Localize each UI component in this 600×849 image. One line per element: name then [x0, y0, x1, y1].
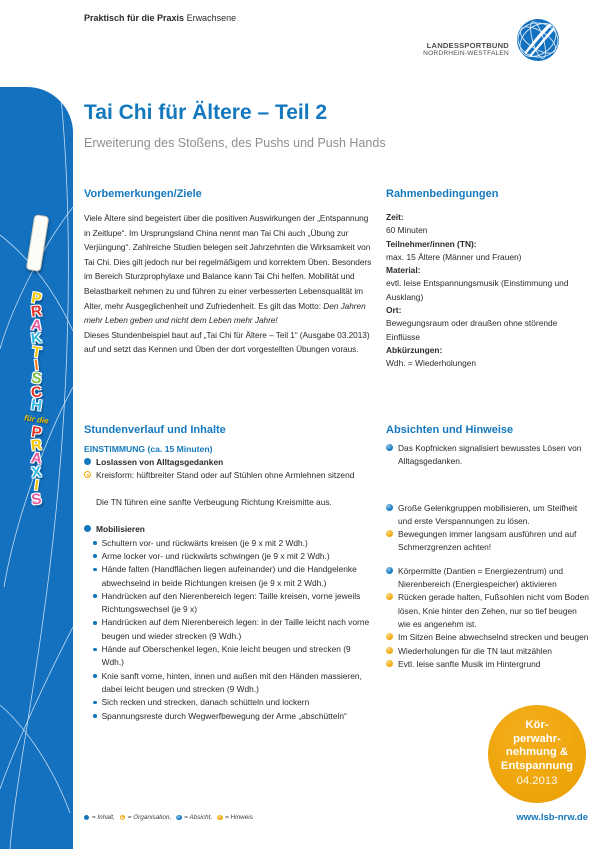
graffiti-letter: P — [30, 289, 43, 308]
graffiti-letter: R — [30, 302, 43, 322]
series-title: Praktisch für die Praxis — [84, 13, 185, 23]
section-rahmenbedingungen — [386, 188, 589, 371]
mobilisieren-list — [84, 537, 374, 723]
rahmenbedingung-label: Ort: — [386, 305, 402, 316]
section-heading: Vorbemerkungen/Ziele — [84, 188, 202, 200]
hint-item — [386, 658, 589, 671]
content-item — [84, 456, 374, 469]
bullet-icon — [93, 648, 97, 652]
hint-text: Rücken gerade halten, Fußsohlen nicht vom Boden lösen, Knie hinter den Zehen, nur so tief beugen wie es angenehm ist. — [398, 592, 589, 629]
legend-item — [120, 814, 171, 821]
rahmenbedingungen-list — [386, 211, 589, 371]
legend-icon — [217, 815, 222, 820]
bullet-icon — [93, 674, 97, 678]
item-type-icon — [84, 458, 91, 465]
hint-item — [386, 565, 589, 592]
exercise-item — [84, 710, 374, 723]
graffiti-letter: H — [29, 396, 44, 415]
praktisch-praxis-graffiti-logo — [0, 289, 73, 509]
series-audience: Erwachsene — [186, 13, 237, 23]
page-title: Tai Chi für Ältere – Teil 2 — [84, 101, 328, 124]
legend-label: = Absicht, — [184, 814, 213, 821]
graffiti-letter: R — [30, 436, 43, 455]
legend-icon — [84, 815, 89, 820]
graffiti-letter: K — [30, 329, 43, 348]
exercise-text: Handrücken auf den Nierenbereich legen: Taille kreisen, vorne jeweils Richtungswechsel (je 9 x) — [101, 590, 361, 615]
page-subtitle: Erweiterung des Stoßens, des Pushs und Push Hands — [84, 136, 386, 150]
hint-item — [386, 631, 589, 644]
exercise-item — [84, 670, 374, 697]
item-type-icon — [386, 567, 393, 574]
graffiti-letter: I — [33, 477, 40, 495]
section-absichten — [386, 424, 589, 671]
exercise-text: Knie sanft vorne, hinten, innen und außen mit den Händen massieren, dabei leicht beugen und strecken (9 Wdh.) — [101, 670, 362, 694]
hint-text: Körpermitte (Dantien = Energiezentrum) und Nierenbereich (Energiespeicher) aktivieren — [398, 565, 564, 590]
exercise-text: Arme locker vor- und rückwärts schwingen (je 9 x mit 2 Wdh.) — [101, 550, 330, 561]
rahmenbedingung-item — [386, 211, 589, 238]
badge-date: 04.2013 — [516, 775, 558, 787]
vorbemerkungen-body: Viele Ältere sind begeistert über die positiven Auswirkungen der „Entspannung in Zeitlupe“. Im Ursprungsland China nennt man Tai Chi auch „Übung zur Verjüngung“. Zahlreiche Studien belegen seit Jahrzehnten die Wirksamkeit von Tai Chi. Dies gilt jedoch nur bei regelmäßigem und korrektem Üben. Besonders im Bereich Sturzprophylaxe und Balance kann Tai Chi helfen. Mobilität und Belastbarkeit nehmen zu und führen zu einer verbesserten Lebensqualität im Alter, mehr Ausgeglichenheit und Zufriedenheit. Es gilt das Motto: — [84, 213, 372, 311]
item-type-icon — [386, 530, 393, 537]
exercise-item — [84, 643, 374, 670]
rahmenbedingung-item — [386, 264, 589, 304]
hint-text: Im Sitzen Beine abwechselnd strecken und beugen — [398, 632, 589, 643]
graffiti-word-praxis — [0, 423, 73, 509]
rahmenbedingung-label: Material: — [386, 265, 421, 276]
hint-text: Wiederholungen für die TN laut mitzählen — [398, 645, 552, 656]
hint-item — [386, 645, 589, 658]
legend-item — [217, 814, 253, 821]
topic-badge — [488, 705, 586, 803]
hint-item — [386, 591, 589, 631]
inhalt-icon — [84, 525, 91, 532]
bullet-icon — [93, 541, 97, 545]
hint-text: Große Gelenkgruppen mobilisieren, um Steifheit und erste Verspannungen zu lösen. — [398, 502, 578, 526]
graffiti-letter: A — [29, 316, 44, 335]
exercise-item — [84, 590, 374, 617]
content-item — [84, 469, 374, 482]
lsb-logo — [423, 18, 560, 67]
rahmenbedingung-label: Zeit: — [386, 212, 404, 222]
legend-label: = Organisation, — [127, 814, 172, 821]
legend-icon — [176, 815, 181, 820]
item-text: Kreisform: hüftbreiter Stand oder auf Stühlen ohne Armlehnen sitzend — [96, 470, 355, 481]
hint-text: Das Kopfnicken signalisiert bewusstes Lösen von Alltagsgedanken. — [398, 443, 582, 467]
bullet-icon — [93, 701, 97, 705]
badge-line: nehmung & — [505, 746, 569, 758]
hint-item — [386, 502, 589, 529]
einstimmung-list — [84, 456, 374, 483]
graffiti-letter: P — [30, 423, 43, 442]
bullet-icon — [93, 714, 97, 718]
item-text: Mobilisieren — [96, 523, 145, 534]
instruction-note: Die TN führen eine sanfte Verbeugung Richtung Kreismitte aus. — [96, 496, 332, 507]
bullet-icon — [93, 554, 97, 558]
legend-icon — [120, 815, 125, 820]
rahmenbedingung-value: evtl. leise Entspannungsmusik (Einstimmung und Ausklang) — [386, 278, 569, 302]
item-type-icon — [386, 444, 393, 451]
exercise-text: Handrücken auf dem Nierenbereich legen: in der Taille leicht nach vorne beugen und wieder strecken (9 Wdh.) — [101, 617, 370, 641]
item-text: Loslassen von Alltagsgedanken — [96, 457, 224, 467]
legend-item — [176, 814, 212, 821]
bullet-icon — [93, 568, 97, 572]
item-type-icon — [386, 660, 393, 667]
motto-text: Den Jahren mehr Leben geben und nicht dem Leben mehr Jahre! — [84, 300, 366, 326]
graffiti-letter: T — [30, 343, 43, 362]
hint-text: Evtl. leise sanfte Musik im Hintergrund — [398, 658, 541, 669]
content-item — [84, 523, 374, 536]
graffiti-letter: S — [30, 369, 43, 389]
document-series-label — [84, 13, 236, 23]
badge-line: perwahr- — [513, 732, 561, 745]
globe-network-icon — [516, 18, 560, 67]
graffiti-word-praktisch — [0, 289, 73, 415]
exercise-item — [84, 537, 374, 550]
rahmenbedingung-item — [386, 344, 589, 371]
graffiti-letter: I — [33, 356, 40, 375]
graffiti-letter: A — [29, 449, 44, 469]
exercise-text: Hände falten (Handflächen liegen aufeinander) und die Handgelenke abwechselnd in beide Richtungen kreisen (je 9 x mit 2 Wdh.) — [101, 564, 357, 588]
sidebar-decoration — [0, 87, 73, 849]
rahmenbedingung-value: Wdh. = Wiederholungen — [386, 358, 477, 369]
rahmenbedingung-value: 60 Minuten — [386, 225, 428, 236]
section-heading: Stundenverlauf und Inhalte — [84, 424, 226, 436]
legend-items — [84, 814, 253, 821]
org-name: LANDESSPORTBUND — [426, 40, 509, 50]
website-link[interactable]: www.lsb-nrw.de — [516, 812, 588, 823]
rahmenbedingung-item — [386, 238, 589, 265]
item-type-icon — [386, 647, 393, 654]
section-vorbemerkungen — [84, 188, 374, 357]
item-type-icon — [386, 504, 393, 511]
section-stundenverlauf — [84, 424, 374, 723]
rahmenbedingung-value: Bewegungsraum oder draußen ohne störende Einflüsse — [386, 318, 558, 342]
graffiti-letter: C — [30, 383, 43, 402]
graffiti-letter: X — [30, 463, 43, 482]
badge-title — [488, 719, 586, 773]
exercise-item — [84, 550, 374, 563]
legend-item — [84, 814, 115, 821]
hint-item — [386, 442, 589, 469]
graffiti-word-fuer-die: für die — [23, 412, 50, 426]
rahmenbedingung-label: Teilnehmer/innen (TN): — [386, 238, 477, 249]
section-heading: Absichten und Hinweise — [386, 424, 514, 436]
badge-line: Entspannung — [500, 759, 574, 772]
icon-legend — [84, 814, 253, 821]
legend-label: = Inhalt, — [91, 814, 115, 821]
exercise-text: Schultern vor- und rückwärts kreisen (je 9 x mit 2 Wdh.) — [101, 537, 308, 548]
item-type-icon — [386, 593, 393, 600]
rahmenbedingung-item — [386, 304, 589, 344]
section-heading: Rahmenbedingungen — [386, 188, 499, 200]
rahmenbedingung-label: Abkürzungen: — [386, 344, 443, 355]
hint-item — [386, 528, 589, 555]
bullet-icon — [93, 594, 97, 598]
bullet-icon — [93, 621, 97, 625]
exercise-text: Hände auf Oberschenkel legen, Knie leicht beugen und strecken (9 Wdh.) — [101, 644, 351, 668]
exercise-item — [84, 696, 374, 709]
item-type-icon — [386, 633, 393, 640]
graffiti-letter: S — [30, 490, 43, 509]
hint-text: Bewegungen immer langsam ausführen und auf Schmerzgrenzen achten! — [398, 529, 577, 553]
rahmenbedingung-value: max. 15 Ältere (Männer und Frauen) — [386, 251, 522, 262]
badge-line: Kör- — [525, 719, 549, 731]
phase-label: EINSTIMMUNG (ca. 15 Minuten) — [84, 444, 213, 454]
legend-label: = Hinweis — [225, 814, 253, 821]
item-type-icon — [84, 471, 91, 478]
exercise-item — [84, 563, 374, 590]
vorbemerkungen-body-2: Dieses Stundenbeispiel baut auf „Tai Chi für Ältere – Teil 1“ (Ausgabe 03.2013) auf und setzt das Kennen und Üben der dort vorgestellten Übungen voraus. — [84, 329, 370, 355]
exercise-text: Spannungsreste durch Wegwerfbewegung der Arme „abschütteln“ — [101, 710, 347, 721]
org-region: NORDRHEIN-WESTFALEN — [423, 49, 509, 57]
vorbemerkungen-text — [84, 211, 374, 357]
exercise-text: Sich recken und strecken, danach schütteln und lockern — [101, 697, 310, 708]
absichten-list — [386, 442, 589, 671]
exercise-item — [84, 616, 374, 643]
